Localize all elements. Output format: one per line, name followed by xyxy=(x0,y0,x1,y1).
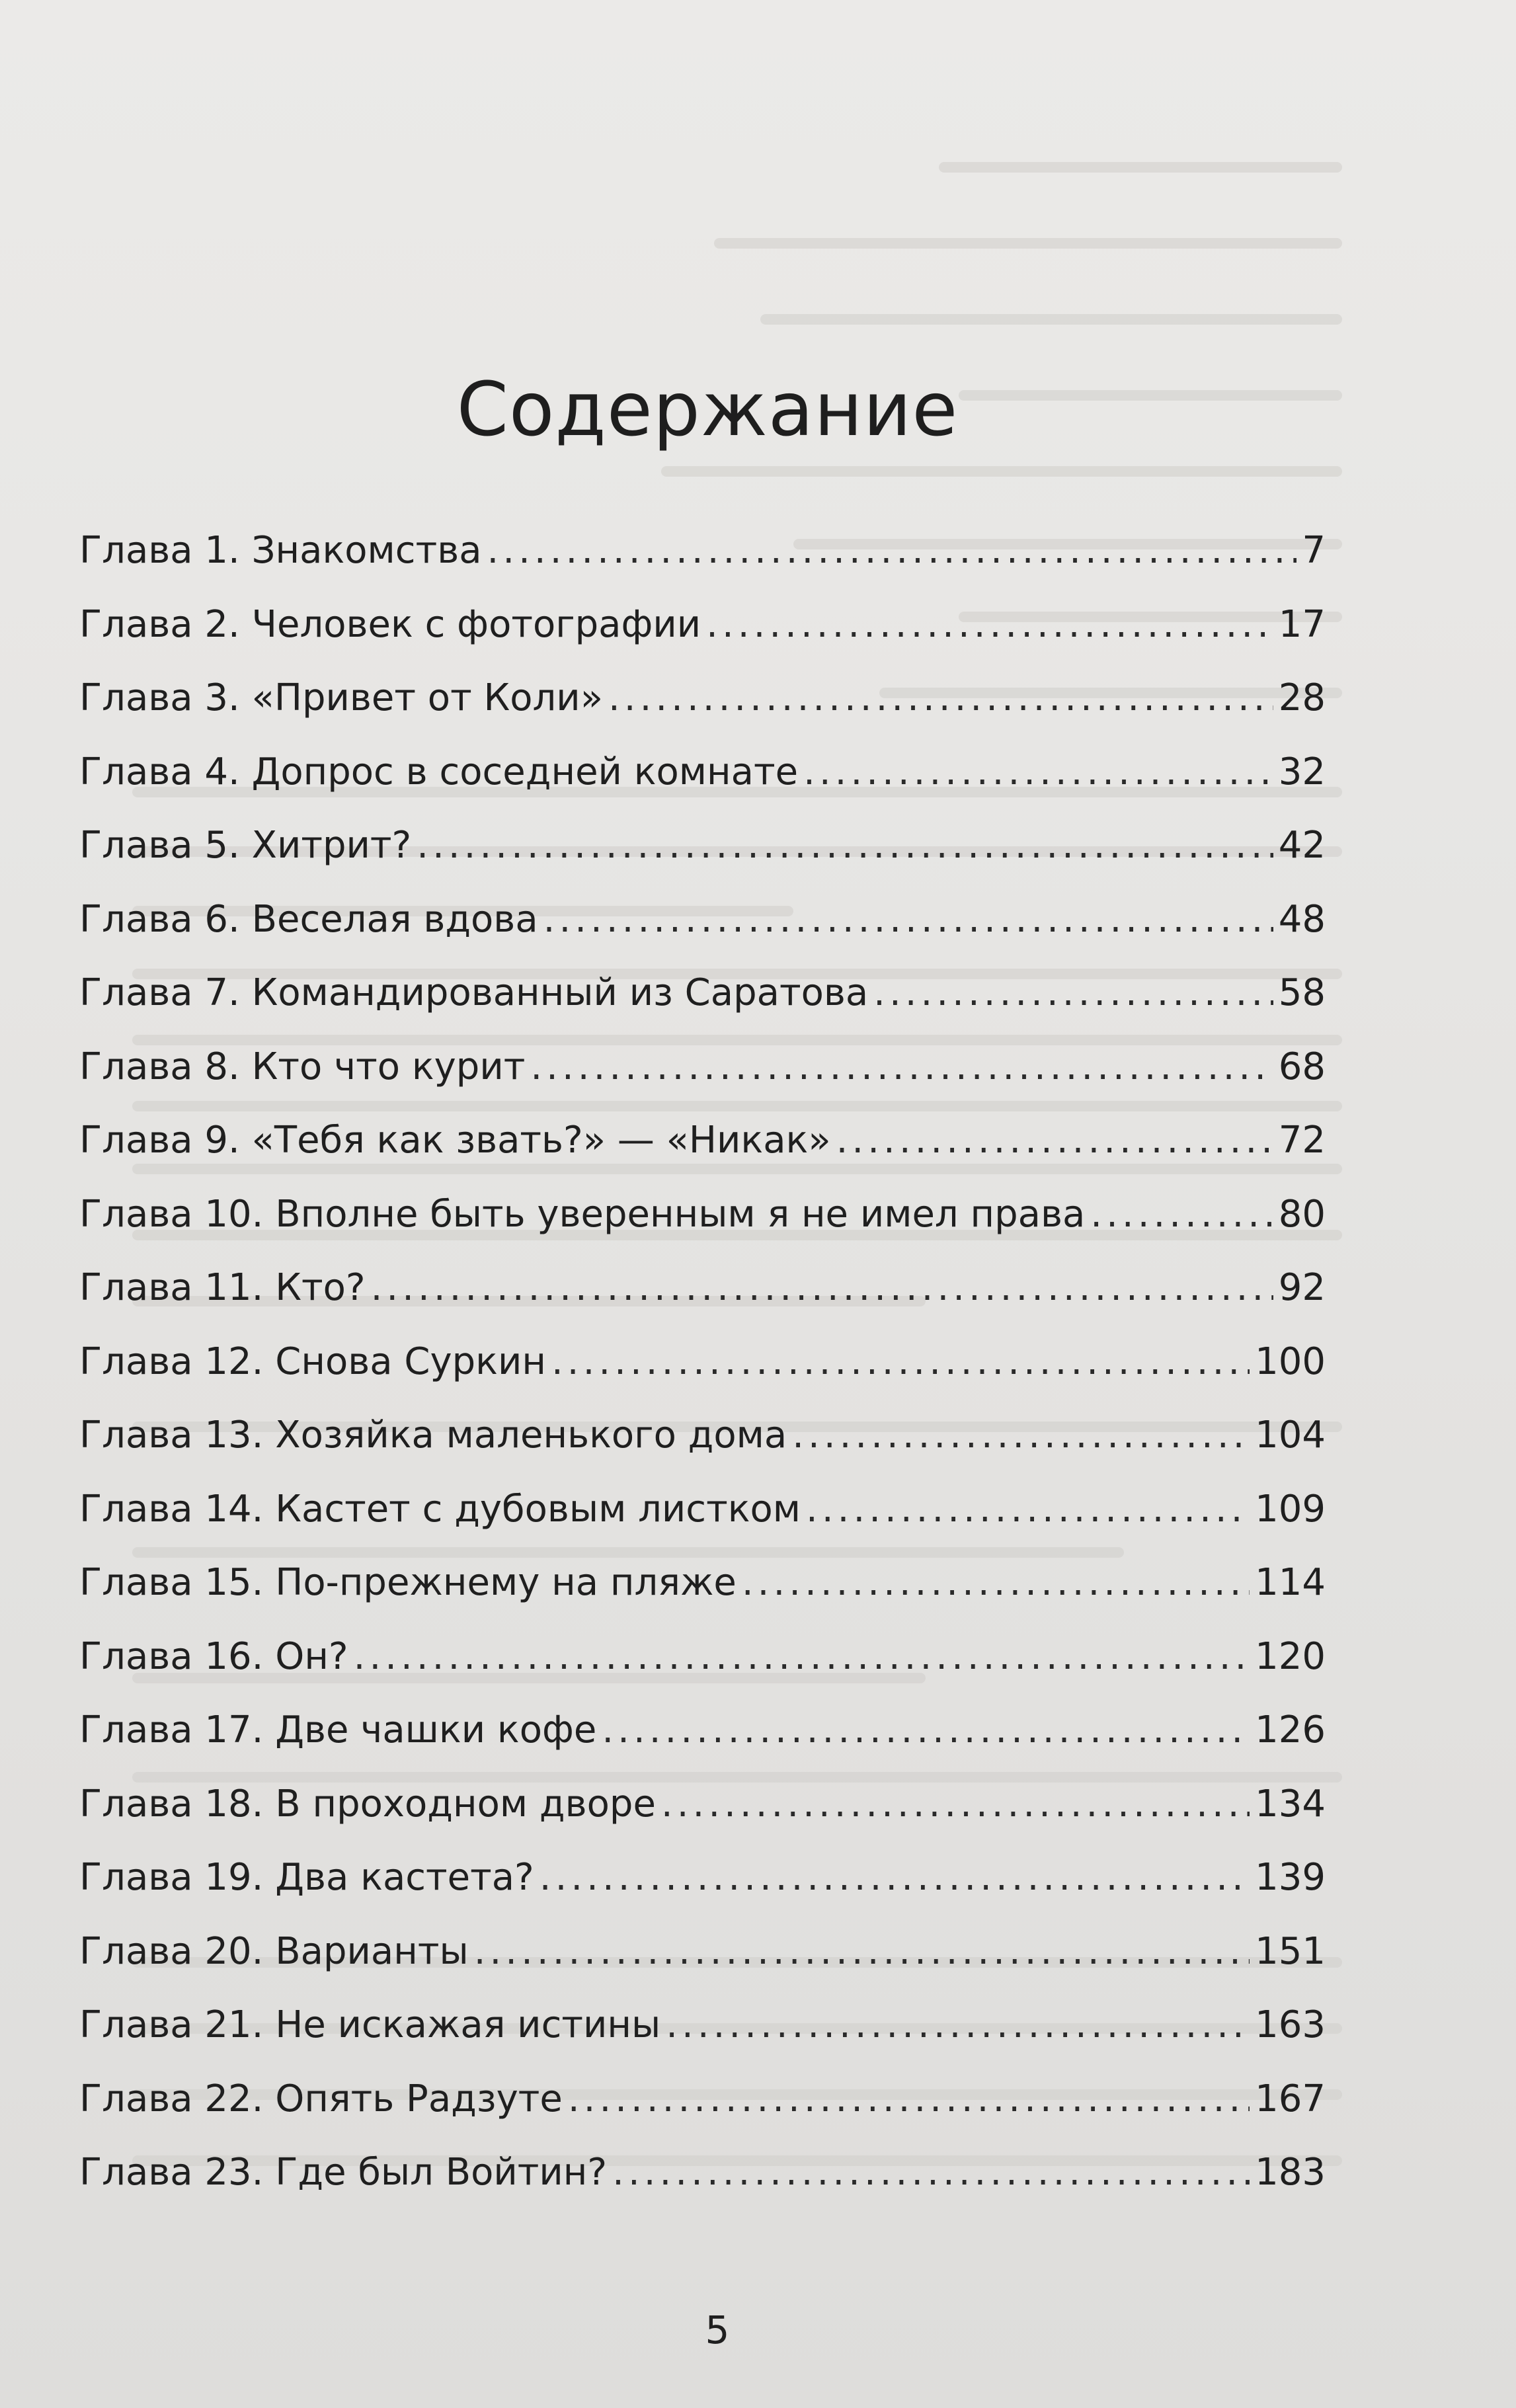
toc-entry xyxy=(79,1856,1326,1930)
toc-entry xyxy=(79,603,1326,677)
toc-entry xyxy=(79,1414,1326,1488)
toc-entry-page: 42 xyxy=(1278,824,1326,867)
toc-entry-title: Глава 17. Две чашки кофе xyxy=(79,1708,597,1751)
toc-entry-title: Глава 11. Кто? xyxy=(79,1266,366,1309)
toc-entry-title: Глава 5. Хитрит? xyxy=(79,824,412,867)
toc-dot-leader xyxy=(873,971,1273,1014)
toc-entry-page: 48 xyxy=(1278,897,1326,941)
toc-dot-leader xyxy=(612,2151,1250,2194)
toc-entry-title: Глава 19. Два кастета? xyxy=(79,1856,534,1899)
toc-entry-page: 68 xyxy=(1278,1045,1326,1088)
toc-entry-page: 151 xyxy=(1255,1929,1326,1973)
toc-dot-leader xyxy=(474,1930,1250,1973)
table-of-contents xyxy=(79,529,1326,2225)
toc-dot-leader xyxy=(543,898,1273,941)
bleed-line xyxy=(939,162,1342,173)
toc-entry-title: Глава 13. Хозяйка маленького дома xyxy=(79,1414,787,1457)
bleed-line xyxy=(661,466,1342,477)
toc-entry xyxy=(79,824,1326,898)
toc-entry-page: 72 xyxy=(1278,1119,1326,1162)
toc-entry-page: 100 xyxy=(1255,1340,1326,1383)
toc-dot-leader xyxy=(608,676,1273,719)
toc-dot-leader xyxy=(742,1561,1250,1604)
bleed-line xyxy=(760,314,1342,325)
toc-dot-leader xyxy=(551,1340,1250,1383)
bleed-line xyxy=(714,238,1342,249)
toc-dot-leader xyxy=(706,603,1273,646)
toc-entry-title: Глава 21. Не искажая истины xyxy=(79,2003,661,2046)
toc-entry-title: Глава 18. В проходном дворе xyxy=(79,1782,656,1826)
toc-entry-page: 126 xyxy=(1255,1708,1326,1751)
toc-dot-leader xyxy=(354,1635,1250,1678)
toc-entry xyxy=(79,750,1326,824)
toc-dot-leader xyxy=(539,1856,1250,1899)
toc-dot-leader xyxy=(806,1488,1250,1531)
toc-entry xyxy=(79,1783,1326,1857)
toc-dot-leader xyxy=(568,2077,1250,2120)
page-number: 5 xyxy=(705,2308,730,2352)
toc-entry xyxy=(79,1708,1326,1783)
toc-entry xyxy=(79,1488,1326,1562)
toc-entry-page: 114 xyxy=(1255,1561,1326,1604)
toc-entry xyxy=(79,676,1326,750)
toc-dot-leader xyxy=(1090,1193,1273,1236)
toc-entry-title: Глава 8. Кто что курит xyxy=(79,1045,526,1088)
toc-entry xyxy=(79,2003,1326,2077)
toc-dot-leader xyxy=(371,1266,1273,1309)
toc-dot-leader xyxy=(803,750,1273,793)
toc-entry-page: 80 xyxy=(1278,1192,1326,1236)
toc-entry-page: 17 xyxy=(1278,602,1326,646)
toc-dot-leader xyxy=(602,1708,1250,1751)
toc-entry xyxy=(79,1266,1326,1340)
toc-entry-page: 104 xyxy=(1255,1414,1326,1457)
toc-dot-leader xyxy=(487,529,1297,572)
toc-entry xyxy=(79,898,1326,972)
toc-entry-page: 139 xyxy=(1255,1856,1326,1899)
toc-entry xyxy=(79,529,1326,603)
toc-entry-page: 58 xyxy=(1278,971,1326,1014)
toc-entry-title: Глава 9. «Тебя как звать?» — «Никак» xyxy=(79,1119,831,1162)
toc-dot-leader xyxy=(666,2003,1250,2046)
toc-entry-title: Глава 10. Вполне быть уверенным я не имел права xyxy=(79,1192,1086,1236)
toc-entry-page: 167 xyxy=(1255,2077,1326,2120)
toc-entry-page: 32 xyxy=(1278,750,1326,793)
toc-entry-page: 7 xyxy=(1302,529,1326,572)
toc-dot-leader xyxy=(836,1119,1273,1162)
toc-entry xyxy=(79,1119,1326,1193)
toc-entry-page: 134 xyxy=(1255,1782,1326,1826)
toc-entry xyxy=(79,971,1326,1045)
toc-entry-page: 92 xyxy=(1278,1266,1326,1309)
toc-entry-title: Глава 4. Допрос в соседней комнате xyxy=(79,750,799,793)
toc-entry-title: Глава 14. Кастет с дубовым листком xyxy=(79,1487,801,1531)
toc-entry xyxy=(79,1930,1326,2004)
toc-entry-title: Глава 7. Командированный из Саратова xyxy=(79,971,869,1014)
toc-entry-title: Глава 16. Он? xyxy=(79,1634,348,1678)
toc-entry xyxy=(79,2151,1326,2225)
toc-entry-title: Глава 23. Где был Войтин? xyxy=(79,2151,608,2194)
page-title: Содержание xyxy=(456,367,959,454)
toc-entry-title: Глава 22. Опять Радзуте xyxy=(79,2077,563,2120)
toc-entry-page: 163 xyxy=(1255,2003,1326,2046)
toc-entry-title: Глава 20. Варианты xyxy=(79,1929,469,1973)
toc-entry-title: Глава 12. Снова Суркин xyxy=(79,1340,546,1383)
toc-entry xyxy=(79,2077,1326,2151)
toc-entry-page: 109 xyxy=(1255,1487,1326,1531)
toc-dot-leader xyxy=(417,824,1273,867)
toc-entry-page: 28 xyxy=(1278,676,1326,719)
toc-entry-title: Глава 3. «Привет от Коли» xyxy=(79,676,603,719)
toc-dot-leader xyxy=(792,1414,1250,1457)
toc-entry xyxy=(79,1193,1326,1267)
toc-entry-title: Глава 6. Веселая вдова xyxy=(79,897,538,941)
toc-dot-leader xyxy=(530,1045,1273,1088)
toc-entry-title: Глава 1. Знакомства xyxy=(79,529,482,572)
toc-entry-title: Глава 2. Человек с фотографии xyxy=(79,602,701,646)
toc-entry-page: 183 xyxy=(1255,2151,1326,2194)
toc-entry xyxy=(79,1340,1326,1414)
toc-entry xyxy=(79,1561,1326,1635)
toc-entry-title: Глава 15. По-прежнему на пляже xyxy=(79,1561,737,1604)
toc-entry xyxy=(79,1045,1326,1119)
toc-entry-page: 120 xyxy=(1255,1634,1326,1678)
toc-dot-leader xyxy=(661,1783,1250,1826)
toc-entry xyxy=(79,1635,1326,1709)
